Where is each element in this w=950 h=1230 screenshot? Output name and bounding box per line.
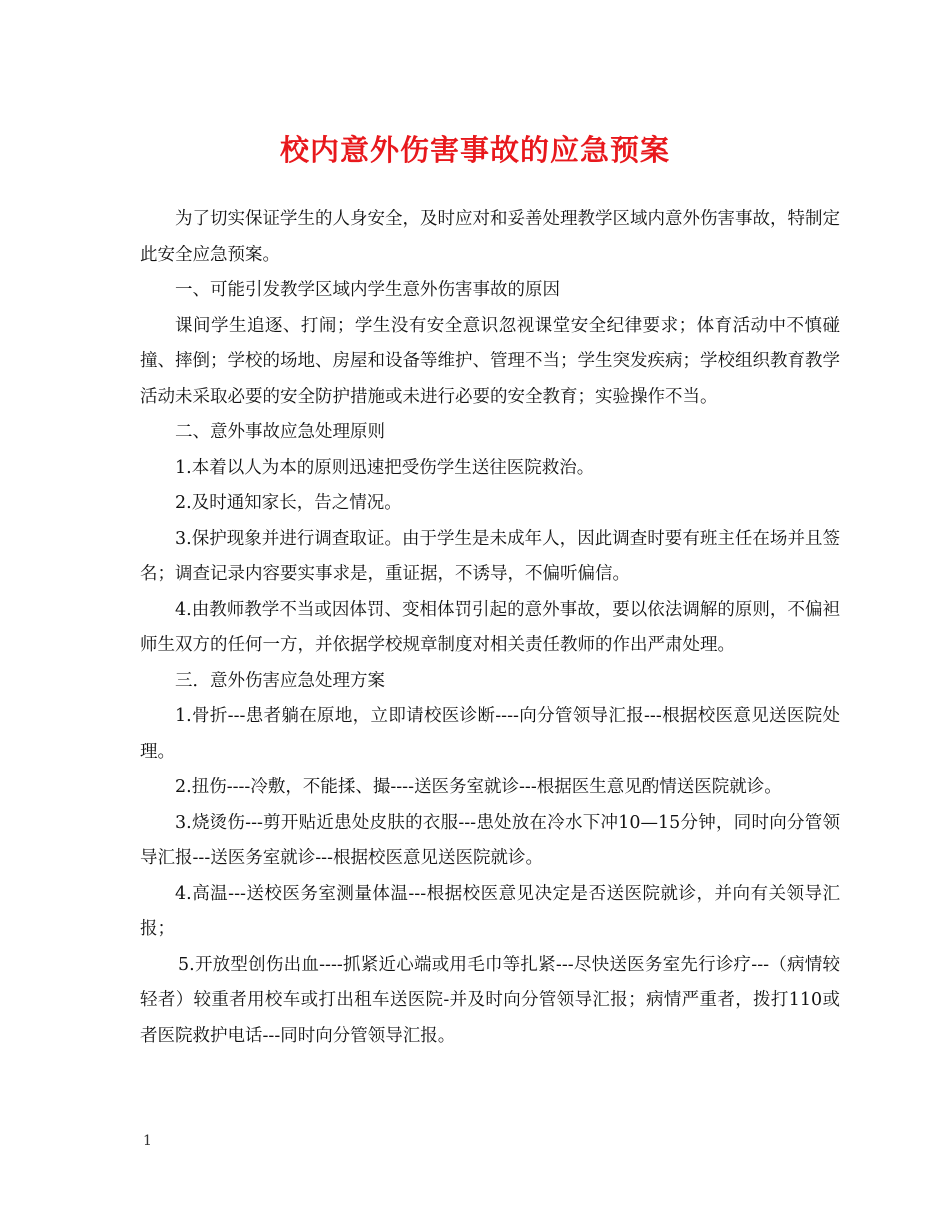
page-title: 校内意外伤害事故的应急预案 bbox=[279, 133, 670, 167]
page-number: 1 bbox=[143, 1133, 152, 1149]
section-heading-plan: 三．意外伤害应急处理方案 bbox=[175, 670, 385, 691]
section-heading-causes: 一、可能引发教学区域内学生意外伤害事故的原因 bbox=[175, 280, 560, 300]
plan-item: 4.高温---送校医务室测量体温---根据校医意见决定是否送医院就诊，并向有关领导汇报； bbox=[140, 883, 840, 939]
plan-item: 1.骨折---患者躺在原地，立即请校医诊断----向分管领导汇报---根据校医意见送医院处理。 bbox=[140, 706, 840, 762]
principle-item: 1.本着以人为本的原则迅速把受伤学生送往医院救治。 bbox=[175, 457, 595, 478]
plan-item: 5.开放型创伤出血----抓紧近心端或用毛巾等扎紧---尽快送医务室先行诊疗---（病情较轻者）较重者用校车或打出租车送医院-并及时向分管领导汇报；病情严重者，拨打110或者医院救护电话---同时向分管领导汇报。 bbox=[140, 954, 840, 1046]
principle-item: 4.由教师教学不当或因体罚、变相体罚引起的意外事故，要以依法调解的原则，不偏袒师生双方的任何一方，并依据学校规章制度对相关责任教师的作出严肃处理。 bbox=[140, 599, 840, 655]
section-heading-principles: 二、意外事故应急处理原则 bbox=[175, 422, 385, 442]
causes-paragraph: 课间学生追逐、打闹；学生没有安全意识忽视课堂安全纪律要求；体育活动中不慎碰撞、摔倒；学校的场地、房屋和设备等维护、管理不当；学生突发疾病；学校组织教育教学活动未采取必要的安全防护措施或未进行必要的安全教育；实验操作不当。 bbox=[140, 315, 840, 407]
plan-item: 2.扭伤----冷敷，不能揉、撮----送医务室就诊---根据医生意见酌情送医院就诊。 bbox=[175, 777, 782, 797]
principle-item: 2.及时通知家长，告之情况。 bbox=[175, 493, 402, 513]
intro-paragraph: 为了切实保证学生的人身安全，及时应对和妥善处理教学区域内意外伤害事故，特制定此安全应急预案。 bbox=[140, 209, 840, 265]
document-body bbox=[140, 202, 840, 1054]
plan-item: 3.烧烫伤---剪开贴近患处皮肤的衣服---患处放在冷水下冲10—15分钟，同时向分管领导汇报---送医务室就诊---根据校医意见送医院就诊。 bbox=[140, 812, 840, 868]
principle-item: 3.保护现象并进行调查取证。由于学生是未成年人，因此调查时要有班主任在场并且签名；调查记录内容要实事求是，重证据，不诱导，不偏听偏信。 bbox=[140, 528, 840, 584]
